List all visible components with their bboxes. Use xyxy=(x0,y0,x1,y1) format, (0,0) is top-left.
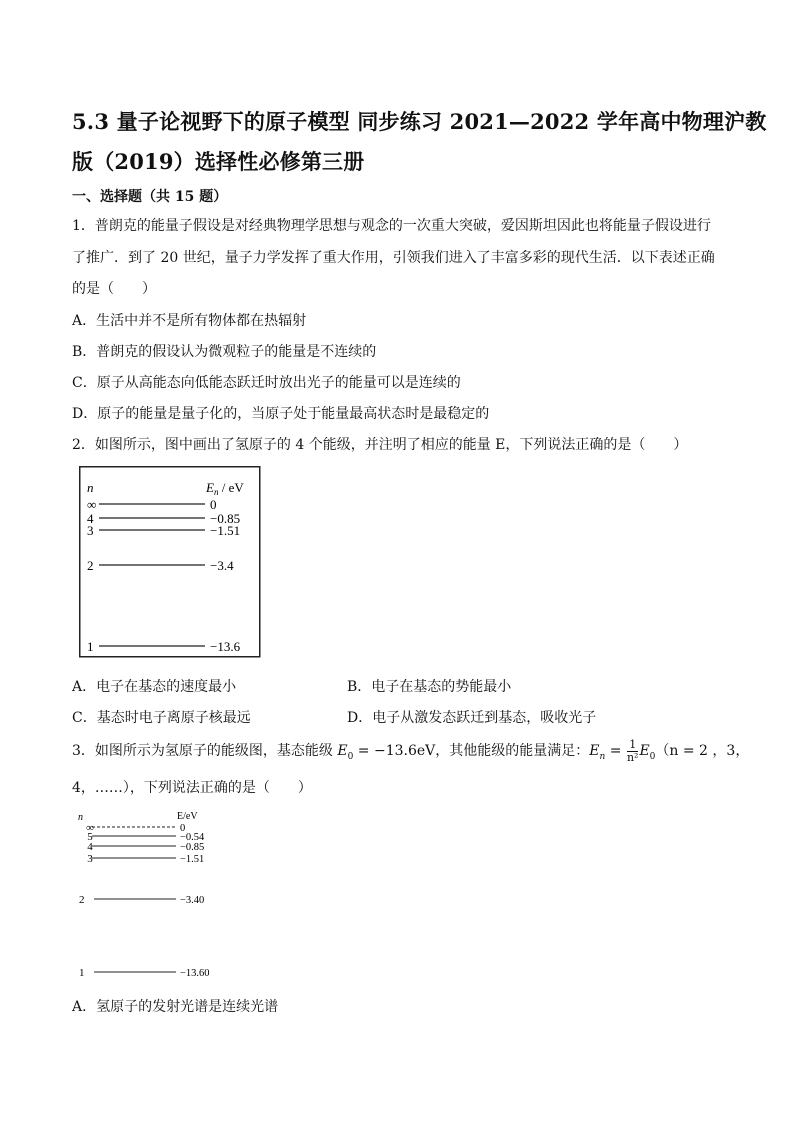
q3-level-energy: −13.60 xyxy=(180,968,210,979)
q3-level-energy: −1.51 xyxy=(180,854,205,865)
q2-level-n-1: 1 xyxy=(87,639,94,654)
q1-option-b[interactable]: B．普朗克的假设认为微观粒子的能量是不连续的 xyxy=(72,344,377,360)
q2-level-energy: 0 xyxy=(210,497,217,512)
q3-level-energy: −3.40 xyxy=(180,895,205,906)
q3-level-energy: −0.54 xyxy=(180,832,205,843)
q1-option-d[interactable]: D．原子的能量是量子化的，当原子处于能量最高状态时是最稳定的 xyxy=(72,406,490,422)
q3-level-n-2: 2 xyxy=(79,894,85,906)
q2-stem: 2．如图所示，图中画出了氢原子的 4 个能级，并注明了相应的能量 E，下列说法正确的是（ ） xyxy=(72,437,688,453)
q3-formula-fraction: $\frac{1}{\text{n²}}$ xyxy=(626,737,639,764)
q1-line-3: 的是（ ） xyxy=(72,281,156,297)
q3-n-header: n xyxy=(78,812,83,823)
q2-level-energy: −13.6 xyxy=(210,639,241,654)
q2-option-b[interactable]: B．电子在基态的势能最小 xyxy=(347,679,512,695)
q2-level-energy: −1.51 xyxy=(210,523,241,538)
q3-stem-line-2: 4，……），下列说法正确的是（ ） xyxy=(72,780,312,796)
section-header: 一、选择题（共 15 题） xyxy=(72,189,228,205)
q3-level-n-1: 1 xyxy=(79,967,85,979)
q1-option-a[interactable]: A．生活中并不是所有物体都在热辐射 xyxy=(72,313,307,329)
q2-level-n-3: 3 xyxy=(87,523,94,538)
q2-option-d[interactable]: D．电子从激发态跃迁到基态，吸收光子 xyxy=(347,710,597,726)
q2-level-energy: −0.85 xyxy=(210,511,241,526)
q2-energy-header: $E_n$ / eV xyxy=(206,480,244,497)
q3-level-n-∞: ∞ xyxy=(86,822,94,834)
q3-level-n-4: 4 xyxy=(87,841,93,853)
q2-energy-level-diagram xyxy=(79,466,261,662)
q3-level-energy: 0 xyxy=(180,823,186,834)
q1-option-c[interactable]: C．原子从高能态向低能态跃迁时放出光子的能量可以是连续的 xyxy=(72,375,461,391)
q3-option-a[interactable]: A．氢原子的发射光谱是连续光谱 xyxy=(72,999,279,1015)
q3-level-energy: −0.85 xyxy=(180,842,205,853)
title-line-1: 5.3 量子论视野下的原子模型 同步练习 2021—2022 学年高中物理沪教 xyxy=(72,109,767,134)
q3-level-n-5: 5 xyxy=(87,831,93,843)
q2-level-n-2: 2 xyxy=(87,558,94,573)
q3-level-n-3: 3 xyxy=(87,853,93,865)
title-line-2: 版（2019）选择性必修第三册 xyxy=(72,149,365,174)
q2-option-c[interactable]: C．基态时电子离原子核最远 xyxy=(72,710,251,726)
q1-line-1: 1．普朗克的能量子假设是对经典物理学思想与观念的一次重大突破，爱因斯坦因此也将能量子假设进行 xyxy=(72,218,711,234)
q3-stem-line-1: 3．如图所示为氢原子的能级图，基态能级 $E_0 = -13.6eV$，其他能级的能量满足：$E_n$ = $\frac{1}{\text{n²}}$ $E_0(n = 2$ ，3， xyxy=(72,737,750,764)
q2-level-energy: −3.4 xyxy=(210,558,234,573)
q3-energy-header: E/eV xyxy=(177,811,198,822)
q2-n-header: n xyxy=(87,480,94,495)
q1-line-2: 了推广．到了 20 世纪，量子力学发挥了重大作用，引领我们进入了丰富多彩的现代生活．以下表述正确 xyxy=(72,250,715,266)
q3-energy-level-diagram xyxy=(72,806,232,990)
q2-level-n-∞: ∞ xyxy=(87,497,97,512)
q2-option-a[interactable]: A．电子在基态的速度最小 xyxy=(72,679,237,695)
q2-level-n-4: 4 xyxy=(87,511,94,526)
